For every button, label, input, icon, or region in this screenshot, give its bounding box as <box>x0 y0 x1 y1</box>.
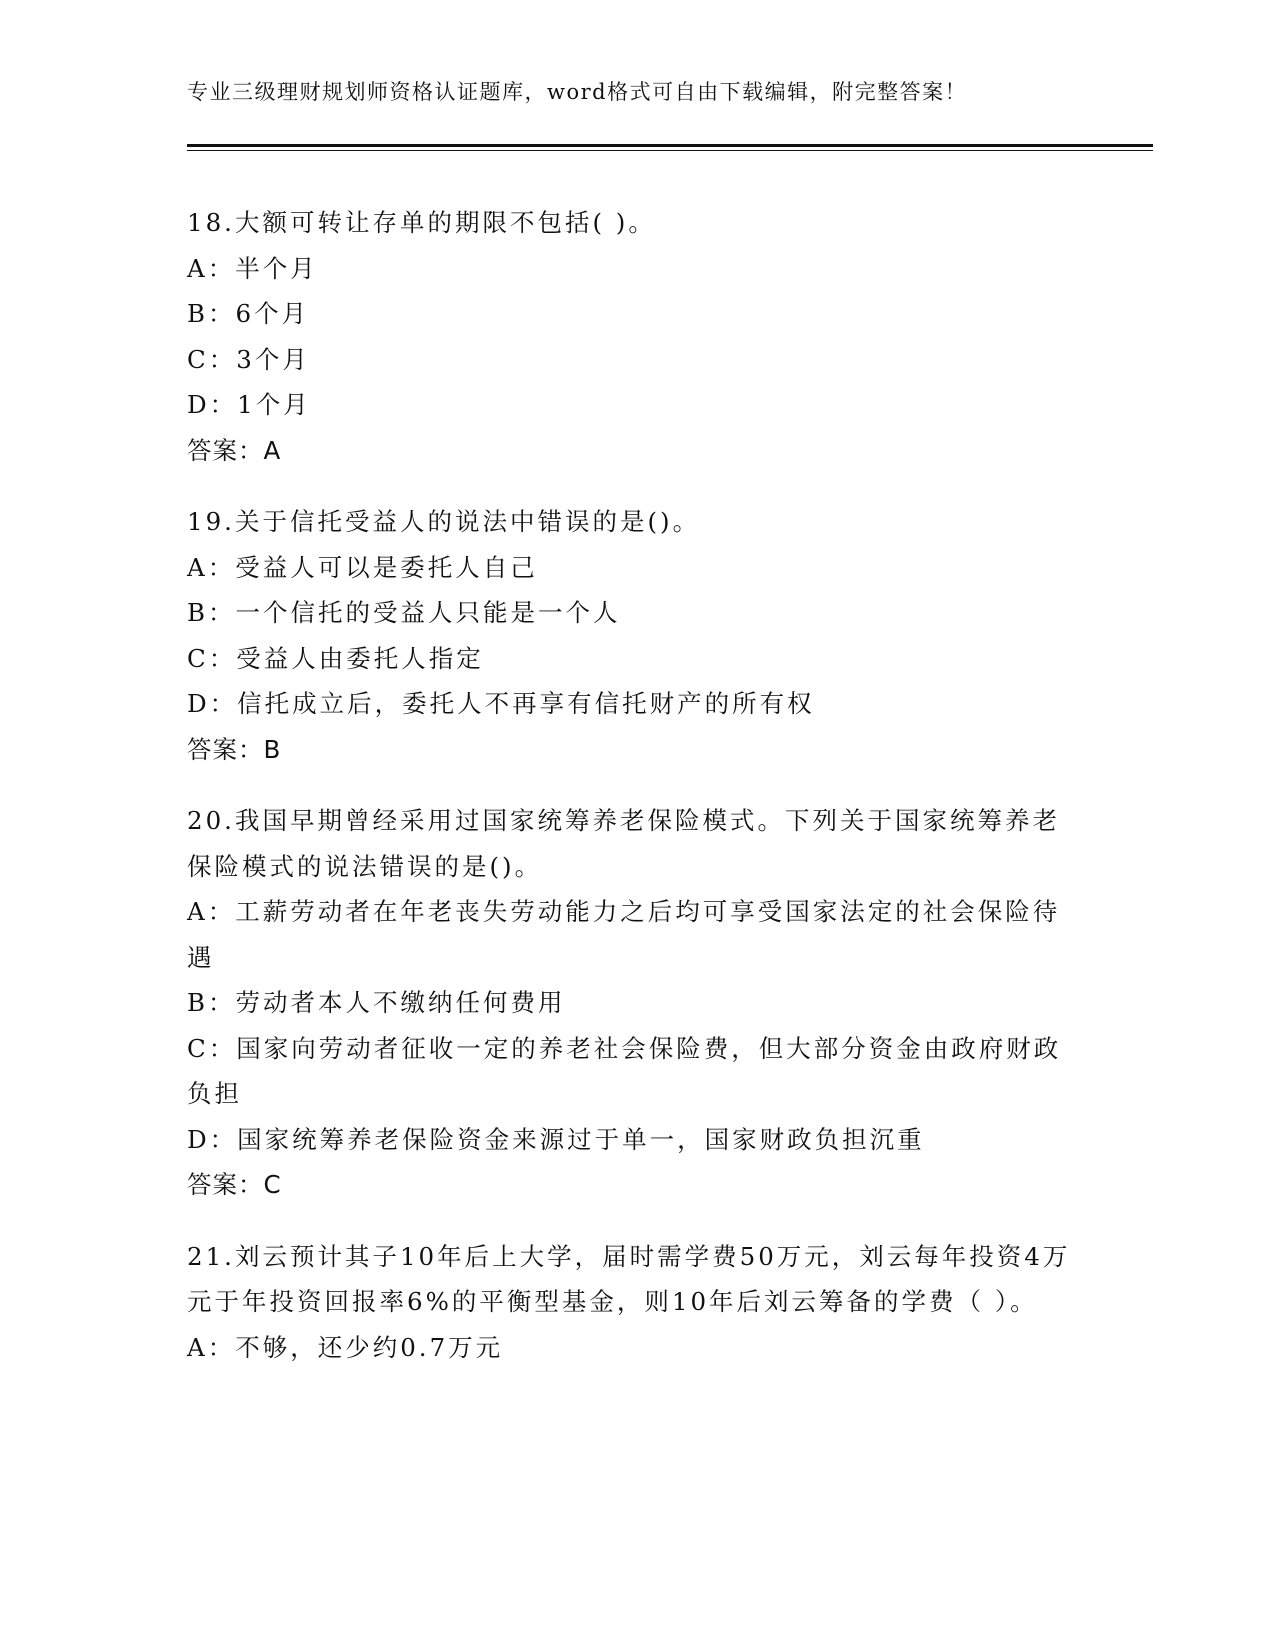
question-stem: 21.刘云预计其子10年后上大学，届时需学费50万元，刘云每年投资4万元于年投资回报率6%的平衡型基金，则10年后刘云筹备的学费（ ）。 <box>187 1241 1071 1316</box>
question-20 <box>187 798 1077 1208</box>
option-a: A：受益人可以是委托人自己 <box>187 552 538 582</box>
option-d: D：信托成立后，委托人不再享有信托财产的所有权 <box>187 689 815 718</box>
header-rule-thick <box>187 144 1153 147</box>
page-header: 专业三级理财规划师资格认证题库，word格式可自由下载编辑，附完整答案！ <box>187 80 968 104</box>
question-18 <box>187 200 1077 473</box>
question-19 <box>187 499 1077 772</box>
question-21 <box>187 1234 1077 1371</box>
option-c: C：受益人由委托人指定 <box>187 643 484 673</box>
question-stem: 20.我国早期曾经采用过国家统筹养老保险模式。下列关于国家统筹养老保险模式的说法错误的是()。 <box>187 806 1060 881</box>
option-b: B：劳动者本人不缴纳任何费用 <box>187 988 566 1017</box>
option-c: C：3个月 <box>187 344 310 374</box>
answer-label: 答案：B <box>187 734 282 764</box>
option-b: B：一个信托的受益人只能是一个人 <box>187 598 621 627</box>
option-a: A：不够，还少约0.7万元 <box>187 1332 504 1362</box>
option-c: C：国家向劳动者征收一定的养老社会保险费，但大部分资金由政府财政负担 <box>187 1033 1062 1108</box>
answer-label: 答案：A <box>187 435 282 465</box>
option-a: A：半个月 <box>187 253 318 283</box>
option-b: B：6个月 <box>187 299 310 328</box>
option-d: D：国家统筹养老保险资金来源过于单一，国家财政负担沉重 <box>187 1124 925 1154</box>
question-stem: 19.关于信托受益人的说法中错误的是()。 <box>187 507 701 536</box>
question-stem: 18.大额可转让存单的期限不包括( )。 <box>187 208 656 237</box>
option-a: A：工薪劳动者在年老丧失劳动能力之后均可享受国家法定的社会保险待遇 <box>187 897 1061 972</box>
header-rule-thin <box>187 150 1153 151</box>
option-d: D：1个月 <box>187 390 311 419</box>
question-list <box>187 200 1077 1396</box>
answer-label: 答案：C <box>187 1170 282 1199</box>
